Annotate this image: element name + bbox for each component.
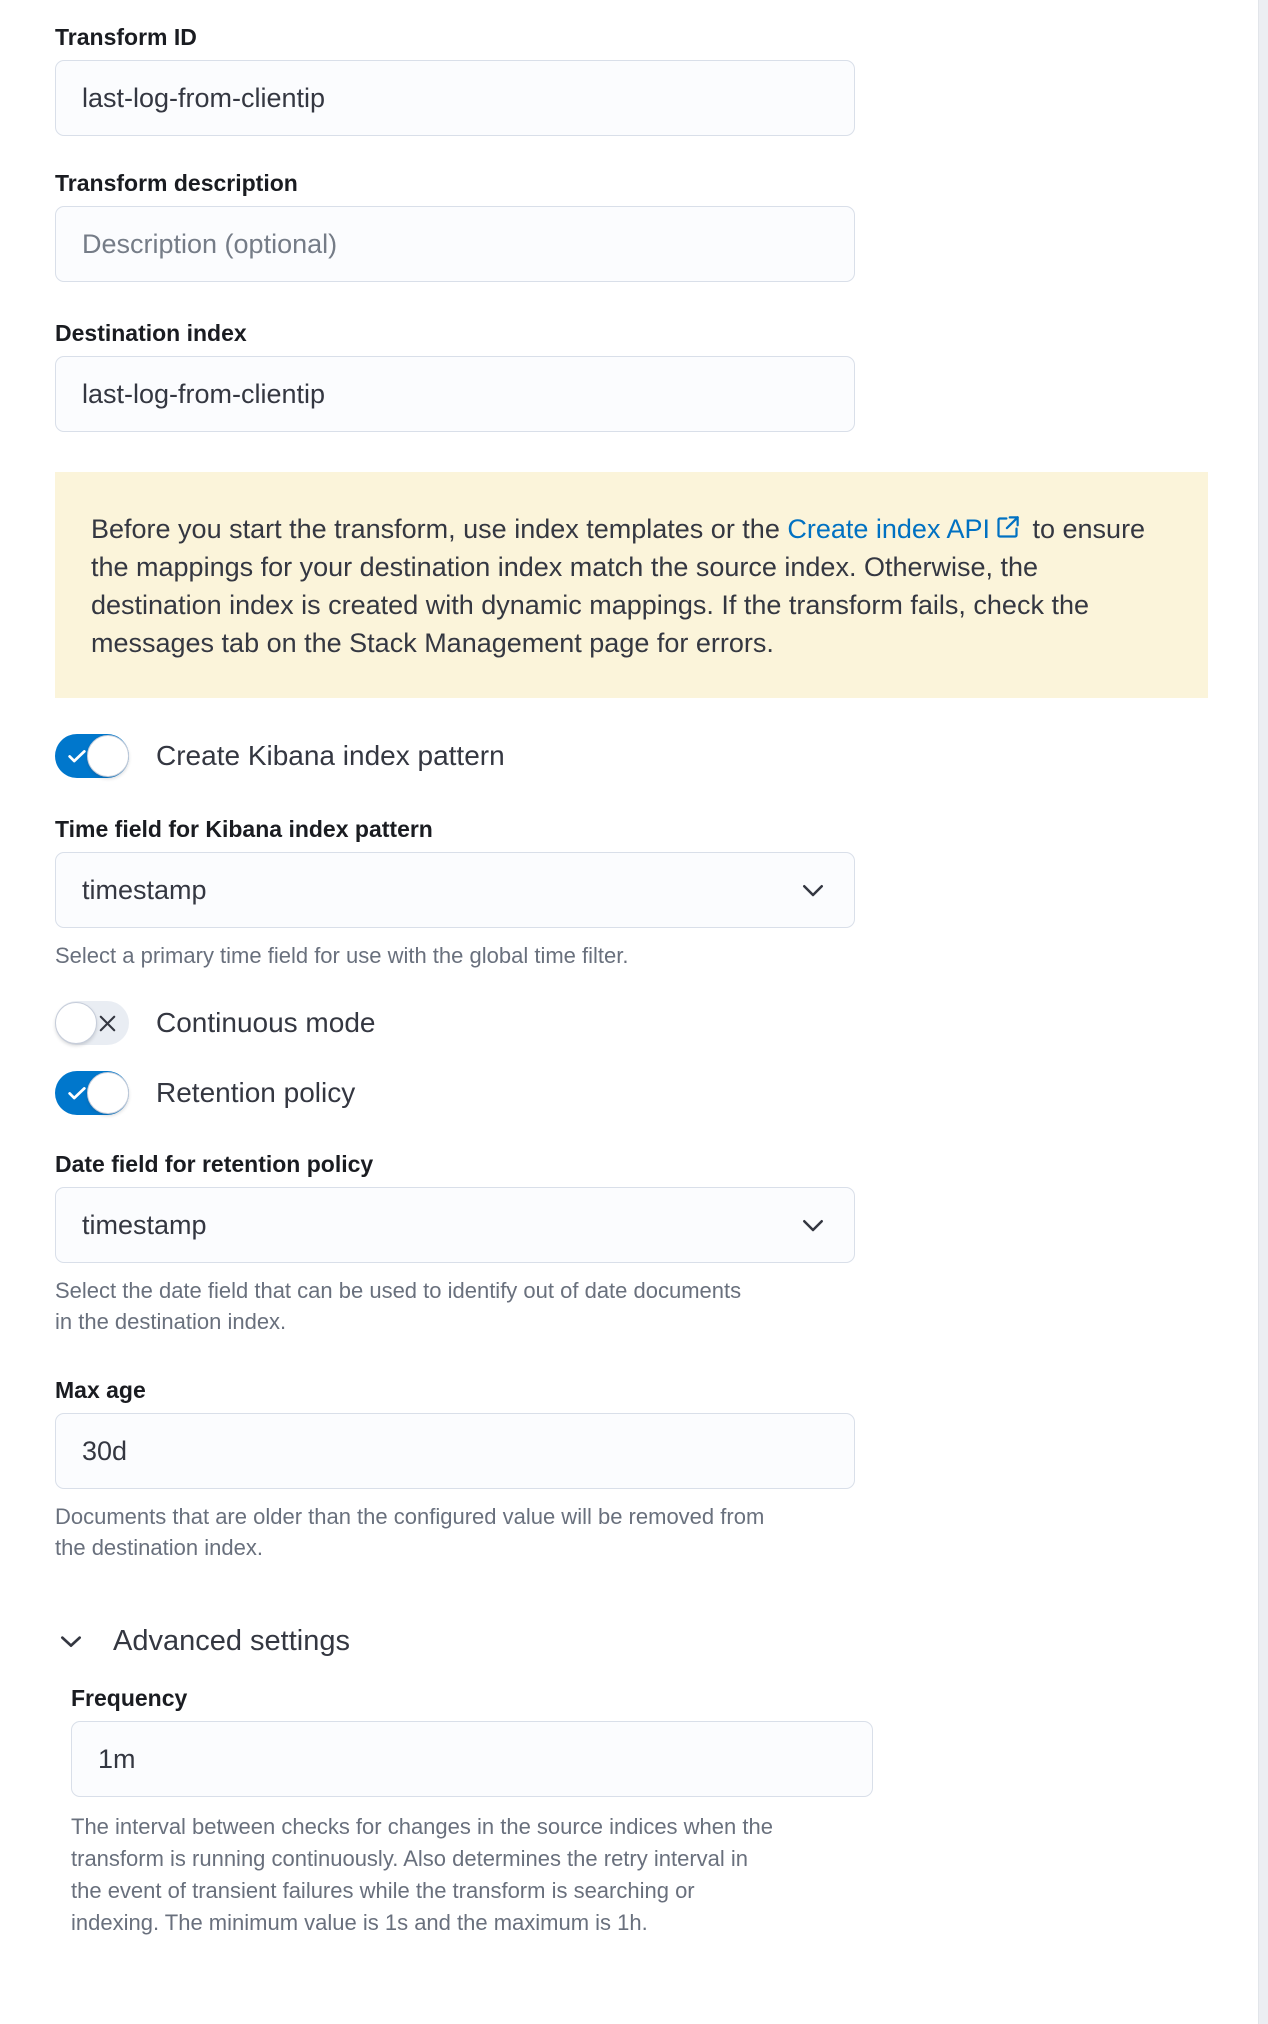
- vertical-scrollbar[interactable]: [1258, 0, 1268, 2024]
- callout-text-after: to ensure the mappings for your destination index match the source index. Otherwise, the destination index is created with dynamic mappings. If the transform fails, check the messages tab on the Stack Management page for errors.: [91, 514, 1146, 658]
- destination-index-input[interactable]: [55, 356, 855, 432]
- create-index-api-link[interactable]: Create index API: [787, 514, 990, 544]
- chevron-down-icon: [55, 1625, 87, 1657]
- chevron-down-icon: [798, 875, 828, 905]
- max-age-label: Max age: [55, 1377, 146, 1403]
- toggle-knob: [87, 735, 129, 777]
- frequency-input[interactable]: [71, 1721, 873, 1797]
- check-icon: [66, 745, 88, 767]
- continuous-mode-toggle[interactable]: [55, 1001, 129, 1045]
- callout-text: [91, 510, 1172, 662]
- retention-date-help: Select the date field that can be used to identify out of date documents in the destination index.: [55, 1278, 742, 1334]
- transform-description-label: Transform description: [55, 170, 298, 196]
- retention-policy-toggle[interactable]: [55, 1071, 129, 1115]
- frequency-label: Frequency: [71, 1685, 188, 1711]
- retention-date-value: timestamp: [82, 1209, 207, 1240]
- destination-index-label: Destination index: [55, 320, 247, 346]
- advanced-settings-label: Advanced settings: [113, 1624, 350, 1657]
- toggle-knob: [55, 1002, 97, 1044]
- advanced-settings-body: [71, 1683, 1213, 1939]
- frequency-help: The interval between checks for changes in the source indices when the transform is running continuously. Also determines the retry interval in the event of transient failures while the transform is searching or indexing. The minimum value is 1s and the maximum is 1h.: [71, 1814, 773, 1935]
- transform-id-label: Transform ID: [55, 24, 197, 50]
- create-index-pattern-label: Create Kibana index pattern: [156, 740, 505, 771]
- transform-id-field: [55, 22, 1213, 136]
- create-index-pattern-toggle[interactable]: [55, 734, 129, 778]
- max-age-help: Documents that are older than the configured value will be removed from the destination index.: [55, 1504, 765, 1560]
- retention-date-select[interactable]: [55, 1187, 855, 1263]
- cross-icon: [96, 1012, 119, 1035]
- advanced-settings-toggle[interactable]: [55, 1621, 1213, 1661]
- destination-index-field: [55, 318, 1213, 432]
- time-field-value: timestamp: [82, 874, 207, 905]
- transform-description-input[interactable]: [55, 206, 855, 282]
- retention-policy-row: [55, 1071, 1213, 1115]
- transform-id-input[interactable]: [55, 60, 855, 136]
- retention-policy-label: Retention policy: [156, 1077, 356, 1108]
- retention-date-field: [55, 1149, 1213, 1337]
- mappings-warning-callout: [55, 472, 1208, 698]
- external-link-icon: [994, 514, 1021, 541]
- continuous-mode-row: [55, 1001, 1213, 1045]
- create-index-pattern-row: [55, 734, 1213, 778]
- chevron-down-icon: [798, 1210, 828, 1240]
- frequency-field: [71, 1683, 1213, 1939]
- time-field-field: [55, 814, 1213, 971]
- time-field-select[interactable]: [55, 852, 855, 928]
- callout-text-before: Before you start the transform, use index templates or the: [91, 514, 780, 544]
- toggle-knob: [87, 1072, 129, 1114]
- max-age-field: [55, 1375, 1213, 1563]
- check-icon: [66, 1082, 88, 1104]
- max-age-input[interactable]: [55, 1413, 855, 1489]
- transform-description-field: [55, 168, 1213, 282]
- time-field-help: Select a primary time field for use with the global time filter.: [55, 943, 629, 968]
- continuous-mode-label: Continuous mode: [156, 1007, 376, 1038]
- time-field-label: Time field for Kibana index pattern: [55, 816, 433, 842]
- retention-date-label: Date field for retention policy: [55, 1151, 374, 1177]
